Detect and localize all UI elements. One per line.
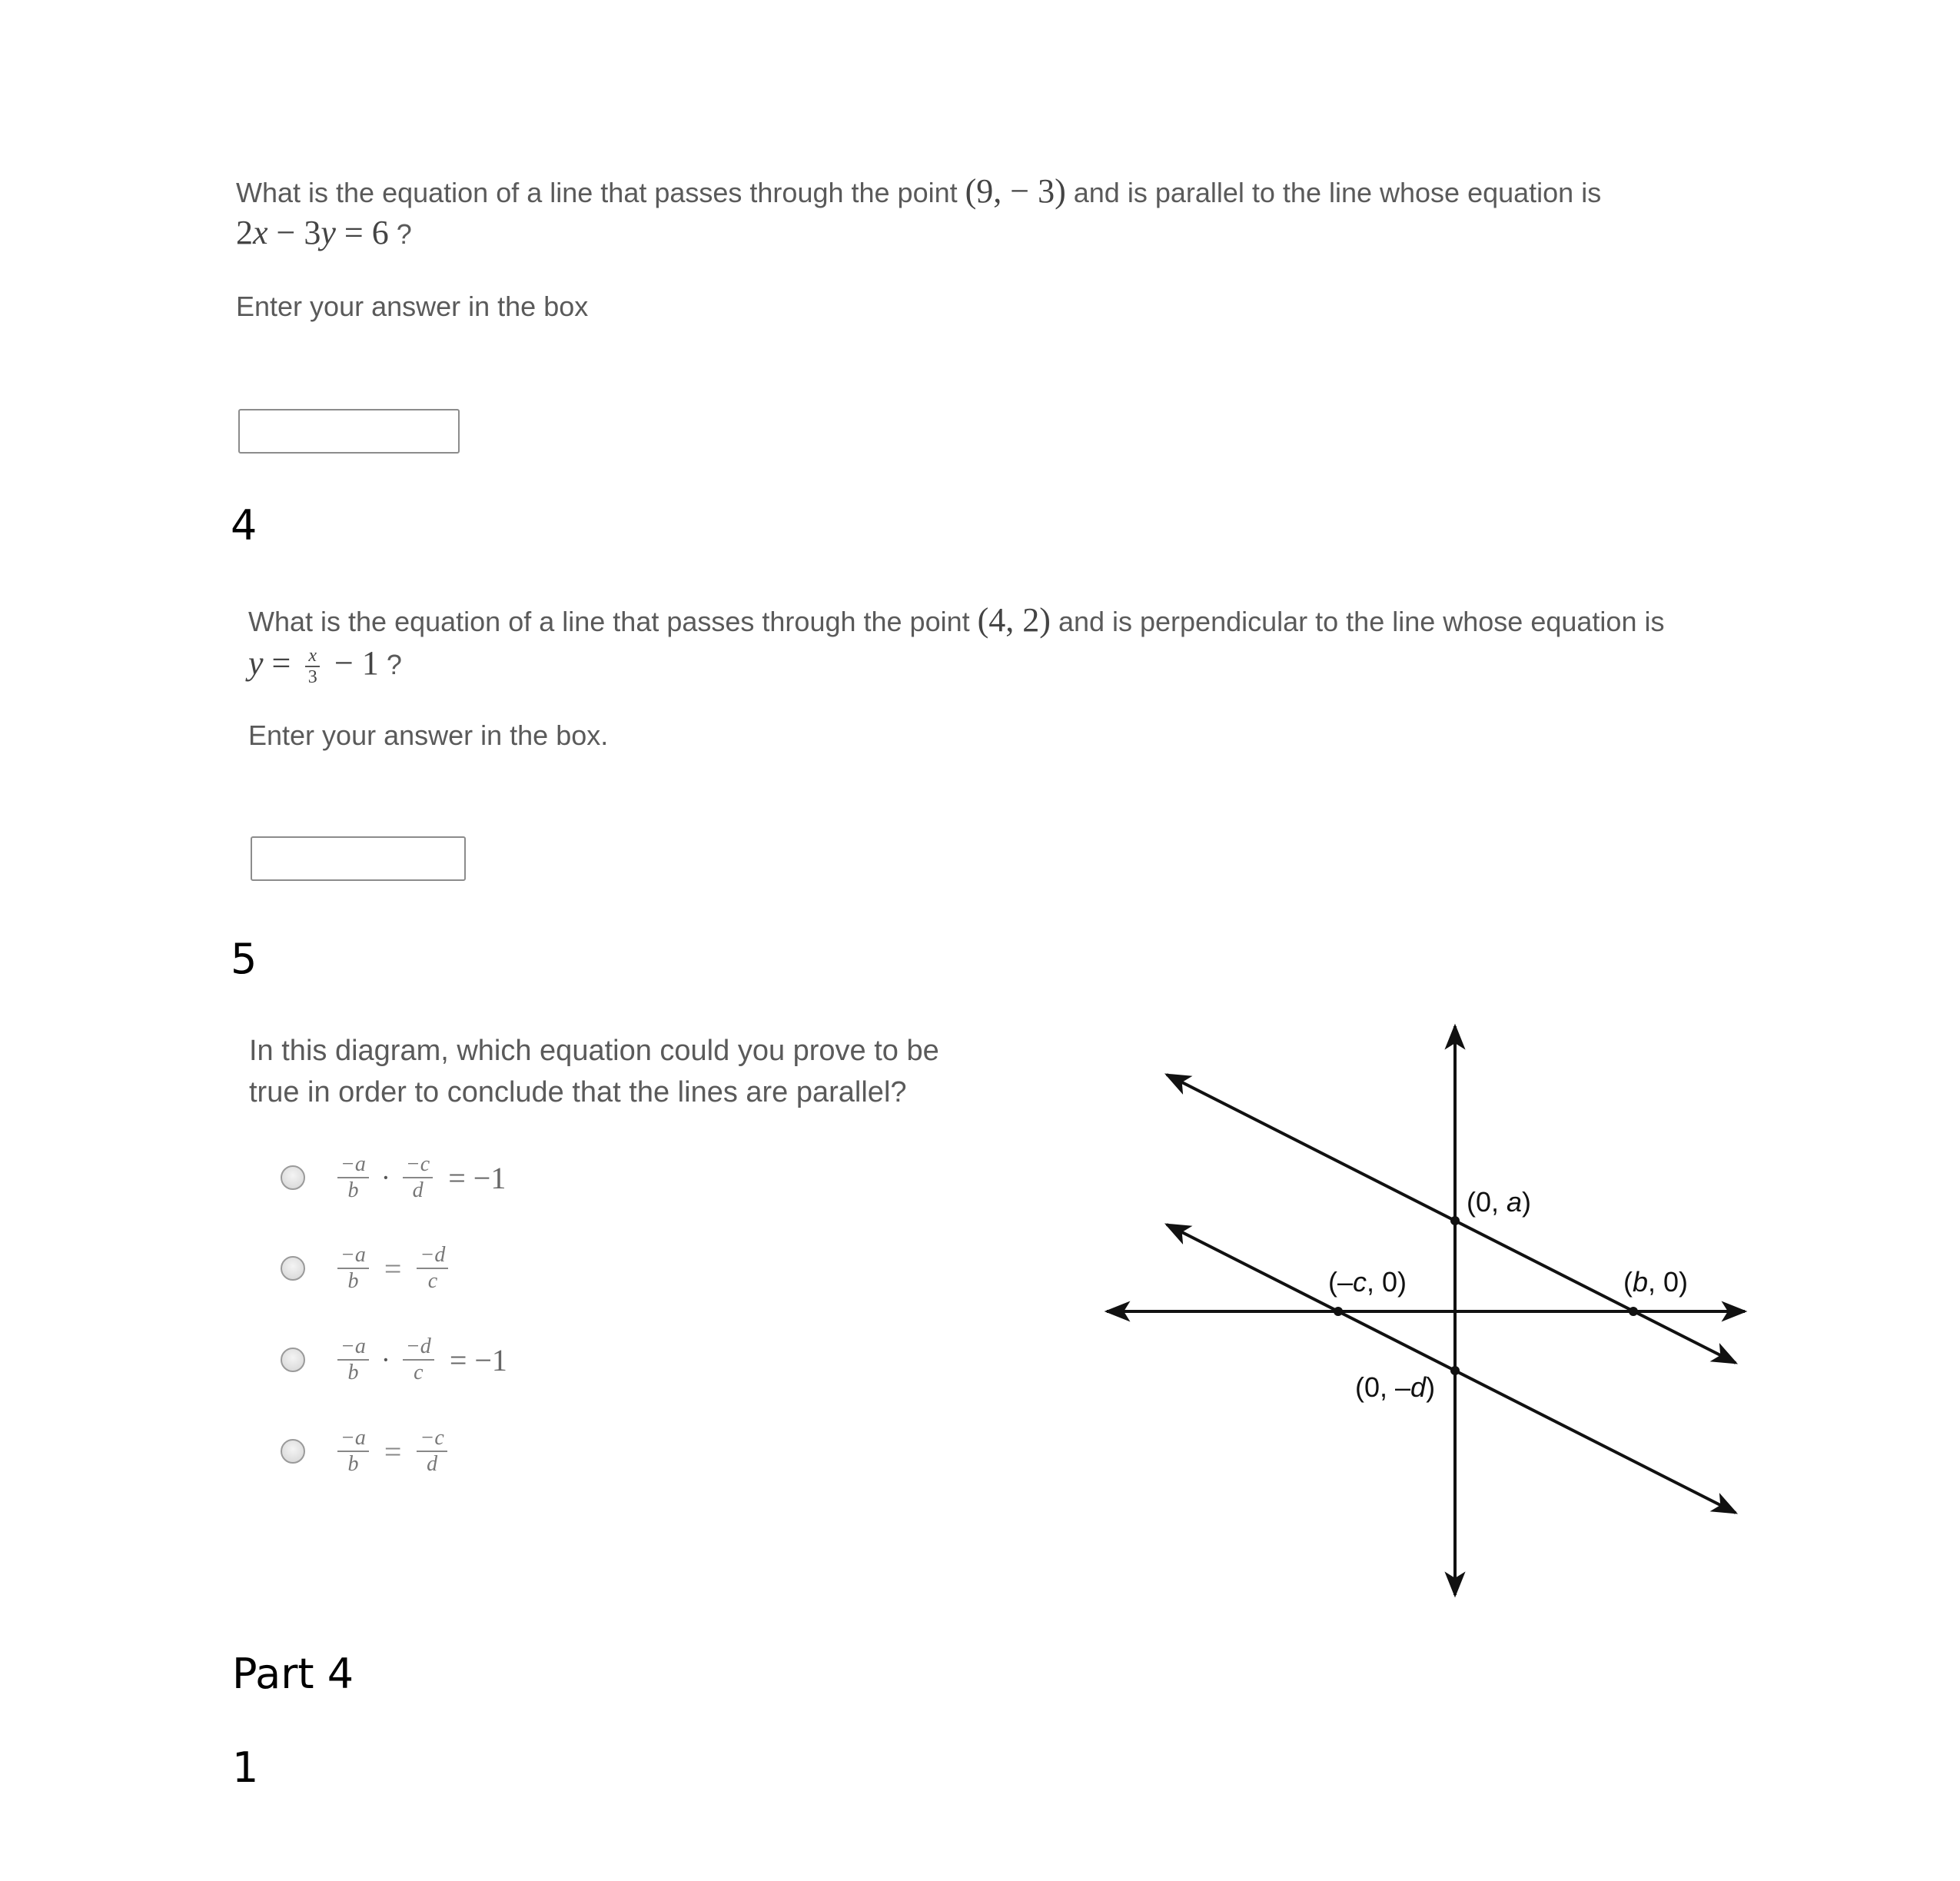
q4-text-before: What is the equation of a line that passes through the point	[248, 606, 978, 637]
q3-text-after: and is parallel to the line whose equation is	[1065, 177, 1602, 208]
label-0-neg-d: (0, –d)	[1355, 1371, 1436, 1403]
point-b-0	[1629, 1307, 1638, 1316]
q5-question-line-2: true in order to conclude that the lines are parallel?	[249, 1076, 907, 1108]
q3-question-mark: ?	[388, 218, 412, 250]
q5-number: 5	[231, 935, 257, 983]
q3-text-before: What is the equation of a line that passes through the point	[236, 177, 965, 208]
point-neg-c-0	[1334, 1307, 1343, 1316]
q4-point: (4, 2)	[977, 601, 1051, 639]
q4-equation-math: y = $\frac{x}{3}$ − 1	[248, 644, 379, 687]
q3-prompt: Enter your answer in the box	[236, 291, 589, 322]
option-math: $\frac{-a}{b}$ · $\frac{-c}{d}$ = −1	[333, 1152, 517, 1203]
point-0-neg-d	[1450, 1366, 1460, 1375]
option-math: $\frac{-a}{b}$ = $\frac{-c}{d}$	[333, 1426, 473, 1477]
q4-prompt: Enter your answer in the box.	[248, 719, 609, 751]
q5-question-line-1: In this diagram, which equation could you prove to be	[249, 1035, 939, 1067]
label-b-0: (b, 0)	[1623, 1266, 1689, 1298]
part-title: Part 4	[232, 1650, 354, 1698]
q3-equation-math: 2x − 3y = 6	[236, 214, 389, 251]
point-0-a	[1450, 1216, 1460, 1225]
label-0-a: (0, a)	[1467, 1186, 1532, 1218]
q4-text-after: and is perpendicular to the line whose equation is	[1050, 606, 1665, 637]
q4-question-mark: ?	[378, 649, 402, 680]
q3-point: (9, − 3)	[965, 172, 1066, 210]
q4-number: 4	[231, 501, 257, 550]
part-question-number: 1	[232, 1743, 259, 1792]
q4-fraction: $\frac{x}{3}$	[305, 646, 320, 687]
option-math: $\frac{-a}{b}$ = $\frac{-d}{c}$	[333, 1243, 474, 1294]
option-math: $\frac{-a}{b}$ · $\frac{-d}{c}$ = −1	[333, 1334, 518, 1385]
label-neg-c-0: (–c, 0)	[1328, 1266, 1407, 1298]
